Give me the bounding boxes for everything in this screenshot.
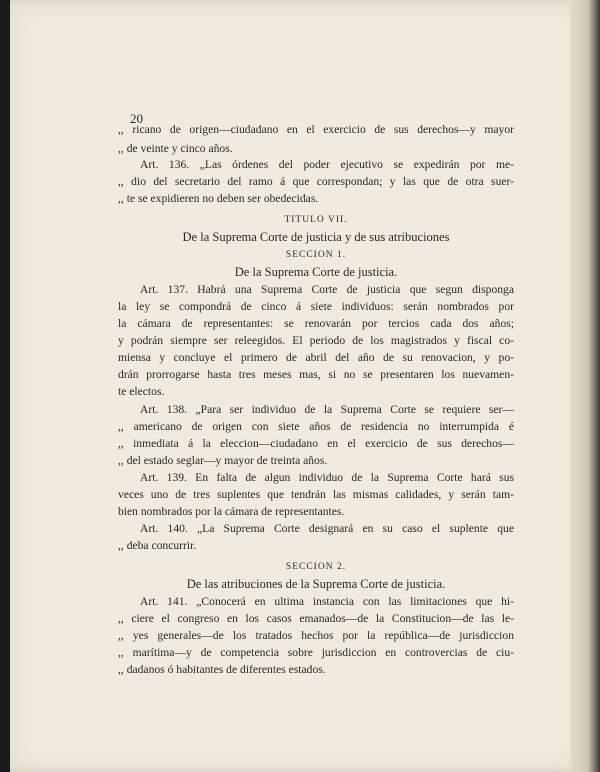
text-line: Art. 140. „La Suprema Corte designará en su caso el suplente que <box>140 522 514 535</box>
section-subtitle: De la Suprema Corte de justicia y de sus atribuciones <box>182 230 450 244</box>
text-line: Art. 141. „Conocerá en ultima instancia con las limitaciones que hi- <box>140 595 514 608</box>
text-line: ,, del estado seglar—y mayor de treinta años. <box>118 454 328 467</box>
text-line: Art. 137. Habrá una Suprema Corte de justicia que segun disponga <box>140 283 514 296</box>
text-line: bien nombrados por la cámara de representantes. <box>118 505 345 518</box>
subsection-title: SECCION 1. <box>285 250 347 260</box>
text-line: ,, ciere el congreso en los casos emanados—de la Constitucion—de las le- <box>118 612 514 625</box>
text-line: drán prorrogarse hasta tres meses mas, si no se presentaren los nuevamen- <box>118 368 514 381</box>
section-title: TITULO VII. <box>284 215 348 225</box>
text-line: ,, marítima—y de competencia sobre jurisdiccion en controvercias de ciu- <box>118 646 514 659</box>
text-line: ,, dio del secretario del ramo á que correspondan; y las que de otra suer- <box>118 175 514 188</box>
subsection-subtitle: De las atribuciones de la Suprema Corte de justicia. <box>186 577 446 591</box>
text-line: y podrán siempre ser releegidos. El periodo de los magistrados y fiscal co- <box>118 334 514 347</box>
text-line: Art. 139. En falta de algun individuo de la Suprema Corte hará sus <box>140 471 514 484</box>
text-line: Art. 138. „Para ser individuo de la Suprema Corte se requiere ser— <box>140 403 514 416</box>
page-edge-shadow <box>570 0 600 772</box>
text-line: ,, yes generales—de los tratados hechos por la república—de jurisdiccion <box>118 629 514 642</box>
text-line: miensa y concluye el primero de abril del año de su renovacion, y po- <box>118 351 514 364</box>
text-line: la ley se compondrá de cinco á siete individuos: serán nombrados por <box>118 300 514 313</box>
subsection-title: SECCION 2. <box>285 562 347 572</box>
text-line: te electos. <box>118 385 165 398</box>
text-line: ,, de veinte y cinco años. <box>118 142 233 155</box>
page-number: 20 <box>130 111 143 126</box>
subsection-subtitle: De la Suprema Corte de justicia. <box>234 265 398 279</box>
text-line: la cámara de representantes: se renovarán por tercios cada dos años; <box>118 317 514 330</box>
text-line: ,, ricano de origen—ciudadano en el exercicio de sus derechos—y mayor <box>118 123 514 136</box>
text-line: ,, te se expidieren no deben ser obedecidas. <box>118 192 319 205</box>
text-line: ,, americano de origen con siete años de residencia no interrumpida é <box>118 420 514 433</box>
text-line: veces uno de tres suplentes que tendrán las mismas calidades, y serán tam- <box>118 488 514 501</box>
text-line: ,, inmediata á la eleccion—ciudadano en el exercicio de sus derechos— <box>118 437 514 450</box>
text-line: ,, dadanos ó habitantes de diferentes estados. <box>118 663 326 676</box>
text-line: Art. 136. „Las órdenes del poder ejecutivo se expedirán por me- <box>140 158 514 171</box>
text-line: ,, deba concurrir. <box>118 539 197 552</box>
